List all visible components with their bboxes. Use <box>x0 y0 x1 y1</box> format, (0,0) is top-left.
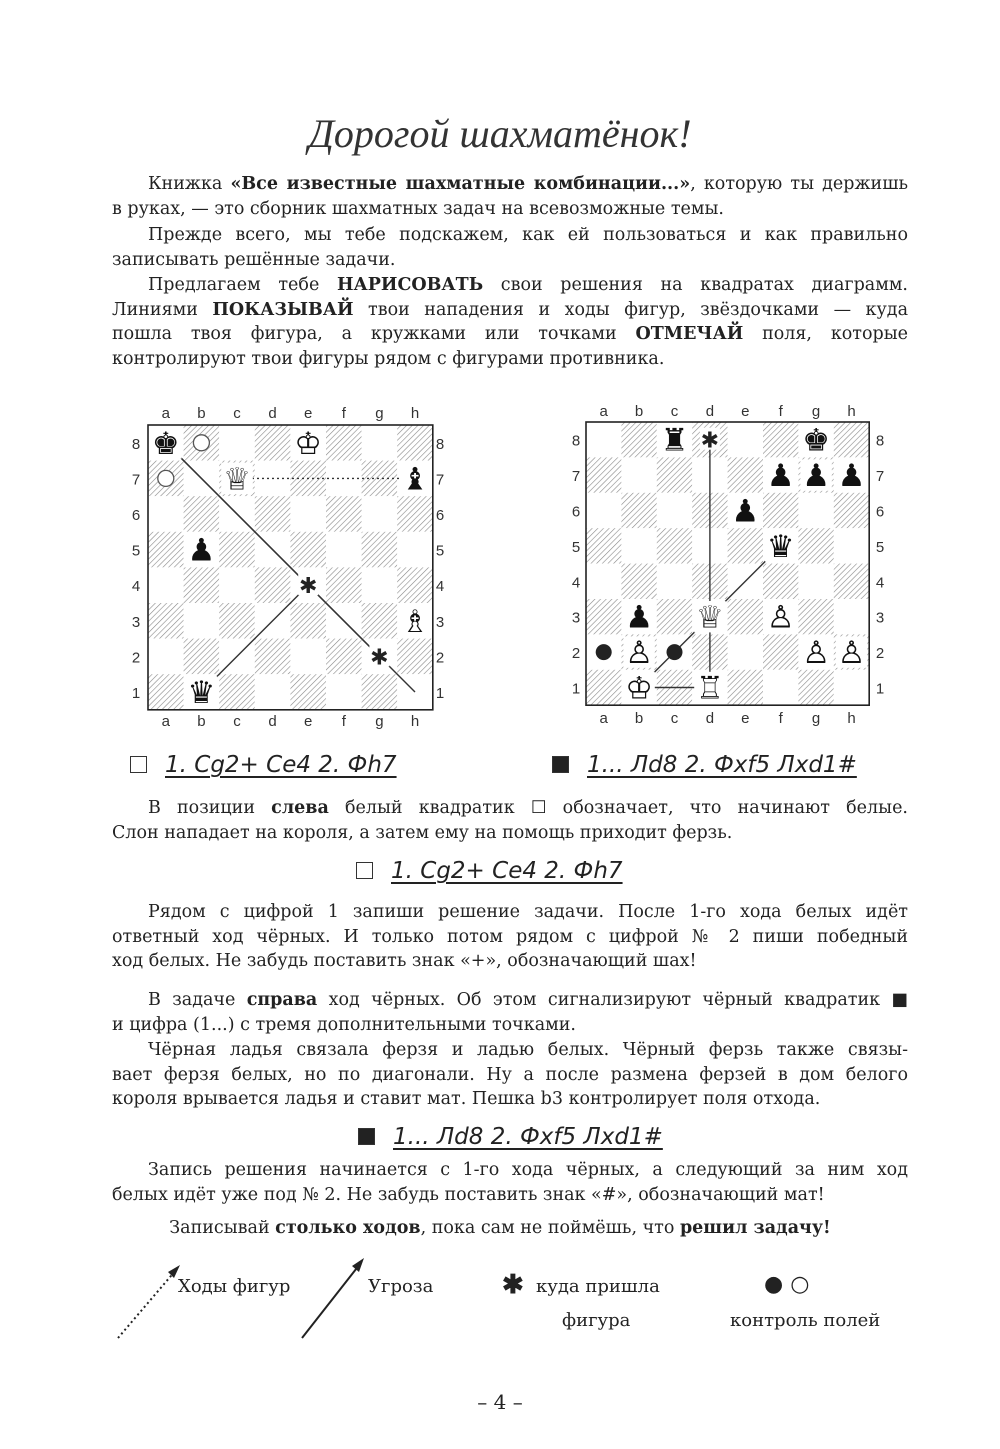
white-rook-icon: ♖ <box>696 670 724 707</box>
square-c8 <box>219 425 255 461</box>
square-f5 <box>326 532 362 568</box>
file-label-top: h <box>847 403 856 420</box>
legend-star-label-1: куда пришла <box>536 1276 660 1297</box>
square-d1 <box>255 674 291 710</box>
square-c6 <box>657 493 692 528</box>
black-pawn-icon: ♟ <box>625 599 653 636</box>
control-dot-filled <box>667 644 683 660</box>
chess-diagram-right <box>556 394 896 728</box>
legend-threat-label: Угроза <box>368 1276 434 1297</box>
white-square-icon <box>130 756 147 773</box>
file-label-top: e <box>741 403 750 420</box>
square-b2 <box>184 639 220 675</box>
rank-label-left: 8 <box>131 435 141 453</box>
square-a5 <box>586 528 621 563</box>
square-a7 <box>586 457 621 492</box>
black-queen-icon: ♛ <box>187 675 216 711</box>
section2-paragraph-2: Рядом с цифрой 1 запиши решение задачи. После 1-го хода белых идёт ответный ход чёрных. И только потом рядом с цифрой № 2 пиши победный ход белых. Не забудь поставить знак «+», обозначающий шах! <box>112 902 908 971</box>
square-e2 <box>728 634 763 669</box>
black-square-icon <box>358 1128 375 1145</box>
file-label-bottom: e <box>741 710 750 727</box>
square-e8 <box>728 422 763 457</box>
square-g6 <box>362 496 398 532</box>
legend-moves-label: Ходы фигур <box>178 1276 291 1297</box>
square-a6 <box>586 493 621 528</box>
square-f8 <box>326 425 362 461</box>
black-pawn-icon: ♟ <box>766 458 795 495</box>
file-label-bottom: b <box>197 713 206 730</box>
square-b4 <box>184 567 220 603</box>
square-a4 <box>586 564 621 599</box>
rank-label-left: 1 <box>131 685 141 702</box>
square-a6 <box>148 496 184 532</box>
square-b7 <box>621 457 656 492</box>
square-h5 <box>834 528 869 563</box>
square-a1 <box>586 670 621 705</box>
white-bishop-icon: ♗ <box>401 603 429 640</box>
file-label-top: f <box>341 405 346 422</box>
square-e6 <box>290 496 326 532</box>
square-b3 <box>184 603 220 639</box>
white-pawn-icon: ♙ <box>837 635 866 672</box>
square-c5 <box>219 532 255 568</box>
square-g4 <box>798 564 833 599</box>
rank-label-right: 2 <box>875 645 885 663</box>
square-b6 <box>184 496 220 532</box>
file-label-bottom: e <box>304 713 313 730</box>
square-e2 <box>290 639 326 675</box>
square-e1 <box>728 670 763 705</box>
square-g5 <box>798 528 833 563</box>
file-label-top: c <box>233 405 241 422</box>
square-h4 <box>834 564 869 599</box>
square-b8 <box>621 422 656 457</box>
black-pawn-icon: ♟ <box>837 458 866 495</box>
black-pawn-icon: ♟ <box>731 493 760 530</box>
black-king-icon: ♚ <box>802 422 830 459</box>
rank-label-right: 6 <box>435 507 445 524</box>
rank-label-left: 2 <box>571 645 581 663</box>
square-a4 <box>148 567 184 603</box>
square-h4 <box>397 567 433 603</box>
rank-label-right: 3 <box>435 613 445 631</box>
square-g7 <box>362 461 398 497</box>
black-rook-icon: ♜ <box>660 422 689 459</box>
square-f6 <box>763 493 798 528</box>
intro-paragraph-2: Прежде всего, мы тебе подскажем, как ей пользоваться и как правильно записывать решённые задачи. <box>112 225 908 270</box>
intro-paragraph-3: Предлагаем тебе НАРИСОВАТЬ свои решения на квадратах диаграмм. Линиями ПОКАЗЫВАЙ твои нападения и ходы фигур, звёздочками — куда пошла твоя фигура, а кружками или точками ОТМЕЧАЙ поля, которые контролируют твои фигуры рядом с фигурами противника. <box>112 275 909 369</box>
rank-label-left: 3 <box>131 613 141 631</box>
square-c4 <box>219 567 255 603</box>
file-label-bottom: h <box>847 710 856 727</box>
square-h2 <box>397 639 433 675</box>
square-h3 <box>834 599 869 634</box>
file-label-top: b <box>634 403 644 420</box>
file-label-top: e <box>304 405 313 422</box>
rank-label-left: 7 <box>131 471 141 489</box>
file-label-bottom: h <box>410 713 420 730</box>
white-square-icon <box>356 862 373 879</box>
square-g4 <box>362 567 398 603</box>
white-pawn-icon: ♙ <box>766 599 795 636</box>
square-e7 <box>728 457 763 492</box>
section4-paragraph-1: Запись решения начинается с 1-го хода чёрных, а следующий за ним ход белых идёт уже под № 2. Не забудь поставить знак «#», обозначающий мат! <box>112 1160 908 1205</box>
solution-right-repeat: 1... Лd8 2. Фxf5 Лxd1# <box>358 1124 663 1150</box>
white-square-symbol: ☐ <box>530 798 547 818</box>
square-h1 <box>834 670 869 705</box>
square-h8 <box>397 425 433 461</box>
white-king-icon: ♔ <box>625 670 653 707</box>
solution-left: 1. Cg2+ Ce4 2. Фh7 <box>130 752 397 778</box>
square-f8 <box>763 422 798 457</box>
file-label-top: c <box>670 403 679 420</box>
square-a1 <box>148 674 184 710</box>
page-number: – 4 – <box>477 1390 523 1414</box>
dotted-arrow-icon <box>114 1262 184 1342</box>
square-b4 <box>621 564 656 599</box>
file-label-bottom: c <box>670 710 679 727</box>
file-label-top: f <box>778 403 783 420</box>
star-icon: ✱ <box>370 645 389 671</box>
rank-label-right: 4 <box>875 574 885 592</box>
file-label-bottom: d <box>268 713 277 730</box>
black-square-symbol: ■ <box>891 990 908 1010</box>
square-d6 <box>255 496 291 532</box>
star-icon: ✱ <box>700 428 720 454</box>
square-f4 <box>763 564 798 599</box>
white-pawn-icon: ♙ <box>625 635 653 672</box>
file-label-bottom: d <box>705 710 715 727</box>
file-label-top: g <box>811 403 821 420</box>
white-queen-icon: ♕ <box>223 461 251 498</box>
file-label-top: a <box>599 403 608 420</box>
square-a3 <box>148 603 184 639</box>
rank-label-right: 5 <box>435 542 445 560</box>
square-c4 <box>657 564 692 599</box>
black-king-icon: ♚ <box>151 425 180 462</box>
square-b6 <box>621 493 656 528</box>
rank-label-right: 6 <box>875 503 885 521</box>
square-b5 <box>621 528 656 563</box>
intro-paragraph-1: Книжка «Все известные шахматные комбинации...», которую ты держишь в руках, — это сборник шахматных задач на всевозможные темы. <box>112 174 909 219</box>
control-circles-icon: ● ○ <box>764 1272 810 1297</box>
square-a3 <box>586 599 621 634</box>
square-g1 <box>362 674 398 710</box>
square-c7 <box>657 457 692 492</box>
rank-label-left: 5 <box>131 542 141 560</box>
square-h8 <box>834 422 869 457</box>
file-label-top: g <box>375 405 384 422</box>
legend-control-label: контроль полей <box>730 1310 881 1331</box>
star-icon: ✱ <box>298 574 318 600</box>
white-pawn-icon: ♙ <box>802 635 830 672</box>
square-e5 <box>728 528 763 563</box>
rank-label-right: 5 <box>875 538 885 556</box>
file-label-bottom: a <box>161 713 170 730</box>
square-a5 <box>148 532 184 568</box>
page-title: Дорогой шахматёнок! <box>308 111 692 156</box>
rank-label-left: 8 <box>571 432 581 450</box>
square-h6 <box>397 496 433 532</box>
final-instruction: Записывай столько ходов, пока сам не поймёшь, что решил задачу! <box>169 1218 831 1238</box>
file-label-bottom: c <box>233 713 241 730</box>
rank-label-left: 7 <box>571 468 581 486</box>
square-a8 <box>586 422 621 457</box>
square-c1 <box>219 674 255 710</box>
control-circle-open <box>158 470 174 486</box>
square-f1 <box>763 670 798 705</box>
legend <box>100 1240 920 1350</box>
file-label-bottom: g <box>375 713 384 730</box>
rank-label-right: 8 <box>875 432 885 450</box>
rank-label-left: 6 <box>571 503 581 521</box>
square-g3 <box>798 599 833 634</box>
square-f6 <box>326 496 362 532</box>
white-king-icon: ♔ <box>294 425 323 462</box>
square-f2 <box>326 639 362 675</box>
rank-label-right: 1 <box>875 680 885 698</box>
section2-paragraph-1: В позиции слева белый квадратик ☐ обозначает, что начинают белые. Слон нападает на короля, а затем ему на помощь приходит ферзь. <box>112 798 908 843</box>
square-f2 <box>763 634 798 669</box>
control-circle-open <box>193 435 209 451</box>
rank-label-left: 5 <box>571 538 581 556</box>
black-square-icon <box>552 756 569 773</box>
rank-label-left: 1 <box>571 680 581 698</box>
black-pawn-icon: ♟ <box>187 532 216 569</box>
rank-label-right: 7 <box>435 471 445 489</box>
square-g5 <box>362 532 398 568</box>
solution-left-repeat: 1. Cg2+ Ce4 2. Фh7 <box>356 858 623 884</box>
rank-label-left: 4 <box>571 574 581 592</box>
rank-label-right: 1 <box>435 685 445 702</box>
file-label-bottom: g <box>811 710 821 727</box>
rank-label-right: 3 <box>875 609 885 627</box>
square-d4 <box>255 567 291 603</box>
section3-paragraph-1: В задаче справа ход чёрных. Об этом сигнализируют чёрный квадратик ■ и цифра (1...) с тремя дополнительными точками. <box>112 990 908 1035</box>
file-label-top: d <box>705 403 715 420</box>
square-f4 <box>326 567 362 603</box>
file-label-top: a <box>161 405 170 422</box>
square-e3 <box>728 599 763 634</box>
file-label-bottom: b <box>634 710 644 727</box>
square-f1 <box>326 674 362 710</box>
square-d2 <box>255 639 291 675</box>
rank-label-right: 2 <box>435 649 445 667</box>
black-pawn-icon: ♟ <box>802 458 830 495</box>
file-label-bottom: f <box>778 710 783 727</box>
black-bishop-icon: ♝ <box>401 461 429 498</box>
legend-star-label-2: фигура <box>562 1310 631 1331</box>
square-h5 <box>397 532 433 568</box>
control-dot-filled <box>596 644 612 660</box>
file-label-top: h <box>410 405 420 422</box>
square-d8 <box>255 425 291 461</box>
chess-diagram-left <box>118 398 458 732</box>
rank-label-right: 4 <box>435 578 445 596</box>
rank-label-left: 2 <box>131 649 141 667</box>
square-c5 <box>657 528 692 563</box>
white-queen-icon: ♕ <box>696 599 724 636</box>
square-g1 <box>798 670 833 705</box>
file-label-top: d <box>268 405 277 422</box>
square-g3 <box>362 603 398 639</box>
rank-label-left: 6 <box>131 507 141 524</box>
solution-right: 1... Лd8 2. Фxf5 Лxd1# <box>552 752 857 778</box>
rank-label-right: 7 <box>875 468 885 486</box>
square-c3 <box>219 603 255 639</box>
file-label-top: b <box>197 405 206 422</box>
square-g8 <box>362 425 398 461</box>
file-label-bottom: a <box>599 710 608 727</box>
section3-paragraph-2: Чёрная ладья связала ферзя и ладью белых. Чёрный ферзь также связы- вает ферзя белых, но по диагонали. Ну а после размена ферзей в дом белого короля врывается ладья и ставит мат. Пешка b3 контролирует поля отхода. <box>112 1040 908 1109</box>
square-e1 <box>290 674 326 710</box>
square-g6 <box>798 493 833 528</box>
square-h6 <box>834 493 869 528</box>
file-label-bottom: f <box>341 713 346 730</box>
square-c3 <box>657 599 692 634</box>
square-e3 <box>290 603 326 639</box>
square-e5 <box>290 532 326 568</box>
rank-label-left: 3 <box>571 609 581 627</box>
black-queen-icon: ♛ <box>766 528 795 565</box>
solid-arrow-icon <box>298 1254 368 1344</box>
rank-label-right: 8 <box>435 435 445 453</box>
star-icon: ✱ <box>502 1270 524 1300</box>
square-a2 <box>148 639 184 675</box>
rank-label-left: 4 <box>131 578 141 596</box>
